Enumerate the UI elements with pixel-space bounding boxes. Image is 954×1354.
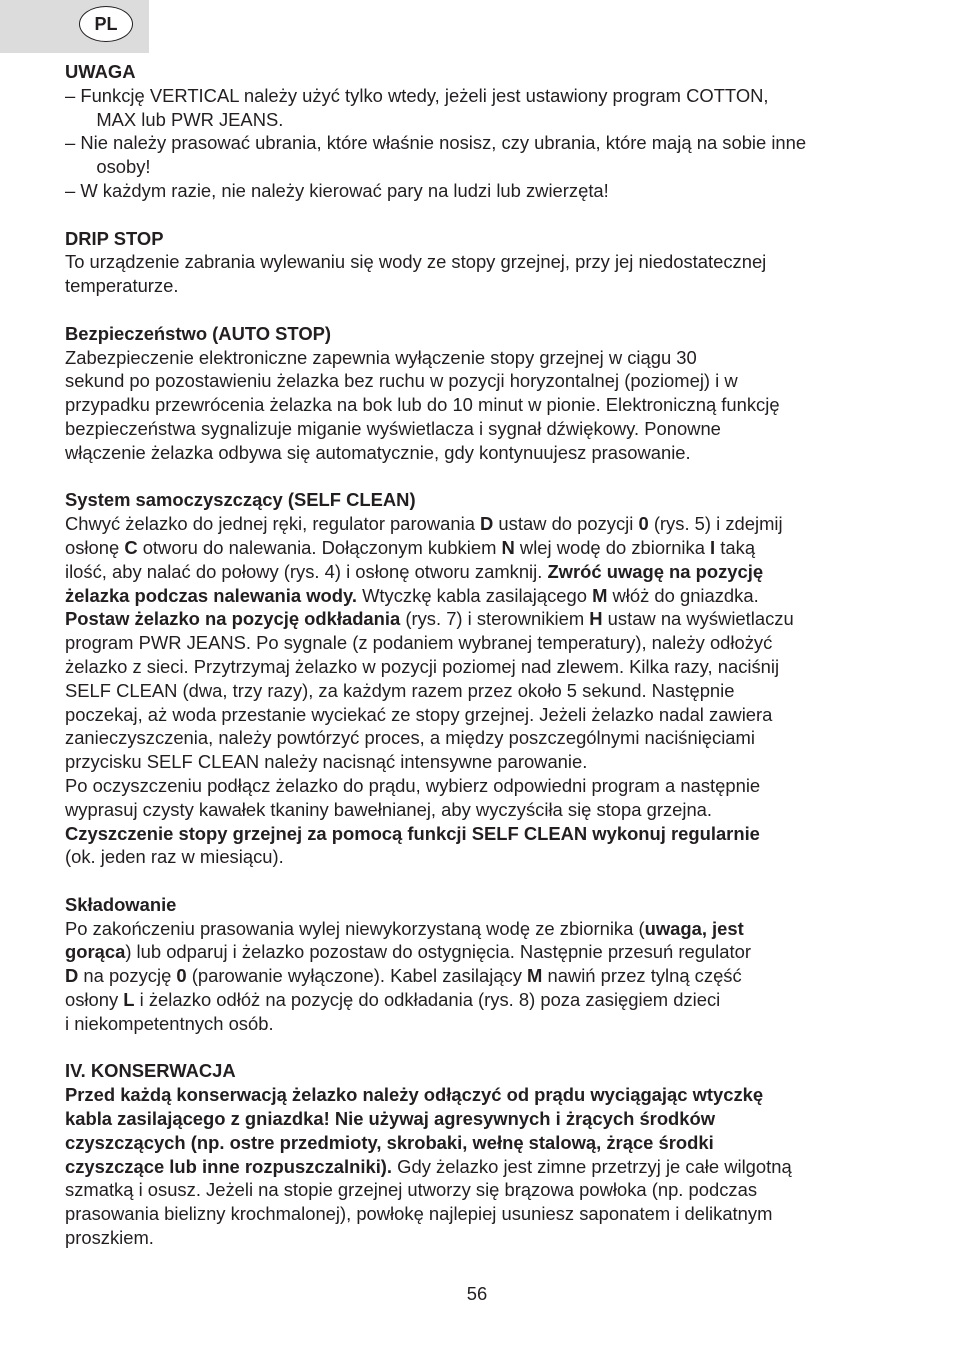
paragraph-maintenance: Przed każdą konserwacją żelazko należy odłączyć od prądu wyciągając wtyczkę kabla zasilającego z gniazdka! Nie używaj agresywnych i żrących środków czyszczących (np. ostre przedmioty, skrobaki, wełnę stalową, żrące środki czyszczące lub inne rozpuszczalniki). Gdy żelazko jest zimne przetrzyj je całe wilgotną szmatką i osusz. Jeżeli na stopie grzejnej utworzy się brązowa powłoka (np. podczas prasowania bielizny krochmalonej), powłokę najlepiej usuniesz saponatem i delikatnym proszkiem. xyxy=(65,1084,792,1249)
section-heading-auto-stop: Bezpieczeństwo (AUTO STOP) xyxy=(65,322,332,344)
paragraph-auto-stop: Zabezpieczenie elektroniczne zapewnia wyłączenie stopy grzejnej w ciągu 30 sekund po pozostawieniu żelazka bez ruchu w pozycji horyzontalnej (poziomej) i w przypadku przewrócenia żelazka na bok lub do 10 minut w pionie. Elektroniczną funkcję bezpieczeństwa sygnalizuje miganie wyświetlacza i sygnał dźwiękowy. Ponowne włączenie żelazka odbywa się automatycznie, gdy kontynuujesz prasowanie. xyxy=(65,346,780,463)
section-heading-drip-stop: DRIP STOP xyxy=(65,227,164,249)
paragraph-storage: Po zakończeniu prasowania wylej niewykorzystaną wodę ze zbiornika (uwaga, jest gorąca) lub odparuj i żelazko pozostaw do ostygnięcia. Następnie przesuń regulator D na pozycję 0 (parowanie wyłączone). Kabel zasilający M nawiń przez tylną część osłony L i żelazko odłóż na pozycję do odkładania (rys. 8) poza zasięgiem dzieci i niekompetentnych osób. xyxy=(65,917,751,1034)
section-heading-uwaga: UWAGA xyxy=(65,61,136,82)
language-badge: PL xyxy=(79,6,133,42)
section-heading-maintenance: IV. KONSERWACJA xyxy=(65,1060,236,1082)
list-item: – W każdym razie, nie należy kierować pary na ludzi lub zwierzęta! xyxy=(65,179,609,201)
section-heading-self-clean: System samoczyszczący (SELF CLEAN) xyxy=(65,489,416,511)
list-item: – Funkcję VERTICAL należy użyć tylko wtedy, jeżeli jest ustawiony program COTTON, MAX lub PWR JEANS. xyxy=(65,84,769,130)
section-heading-storage: Składowanie xyxy=(65,893,177,915)
language-tab xyxy=(0,0,149,53)
paragraph-self-clean: Chwyć żelazko do jednej ręki, regulator parowania D ustaw do pozycji 0 (rys. 5) i zdejmij osłonę C otworu do nalewania. Dołączonym kubkiem N wlej wodę do zbiornika I taką ilość, aby nalać do połowy (rys. 4) i osłonę otworu zamknij. Zwróć uwagę na pozycję żelazka podczas nalewania wody. Wtyczkę kabla zasilającego M włóż do gniazdka. Postaw żelazko na pozycję odkładania (rys. 7) i sterownikiem H ustaw na wyświetlaczu program PWR JEANS. Po sygnale (z podaniem wybranej temperatury), należy odłożyć żelazko z sieci. Przytrzymaj żelazko w pozycji poziomej nad zlewem. Kilka razy, naciśnij SELF CLEAN (dwa, trzy razy), za każdym razem przez około 5 sekund. Następnie poczekaj, aż woda przestanie wyciekać ze stopy grzejnej. Jeżeli żelazko nadal zawiera zanieczyszczenia, należy powtórzyć proces, a między poszczególnymi naciśnięciami przycisku SELF CLEAN należy nacisnąć intensywne parowanie. Po oczyszczeniu podłącz żelazko do prądu, wybierz odpowiedni program a następnie wyprasuj czysty kawałek tkaniny bawełnianej, aby wyczyściła się stopa grzejna. Czyszczenie stopy grzejnej za pomocą funkcji SELF CLEAN wykonuj regularnie (ok. jeden raz w miesiącu). xyxy=(65,513,794,868)
page-content xyxy=(65,60,905,1250)
list-item: – Nie należy prasować ubrania, które właśnie nosisz, czy ubrania, które mają na sobie inne osoby! xyxy=(65,132,807,178)
paragraph-drip-stop: To urządzenie zabrania wylewaniu się wody ze stopy grzejnej, przy jej niedostatecznej temperaturze. xyxy=(65,251,767,297)
page-number: 56 xyxy=(466,1283,488,1304)
